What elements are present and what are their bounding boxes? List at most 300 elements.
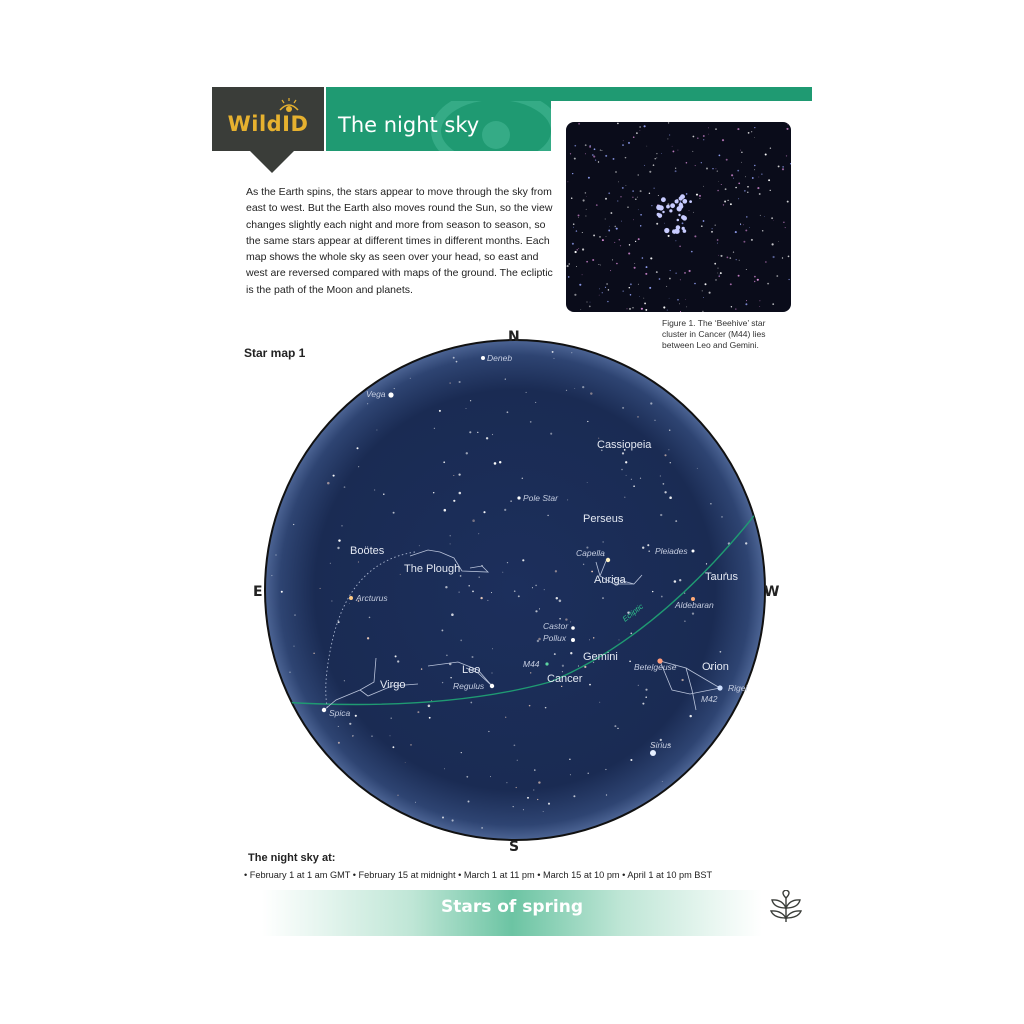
constellation-label-gemini: Gemini bbox=[583, 651, 618, 663]
background-star bbox=[479, 577, 480, 578]
star-label-spica: Spica bbox=[329, 708, 351, 718]
background-star bbox=[294, 646, 295, 647]
background-star bbox=[535, 585, 537, 587]
photo-star bbox=[699, 198, 700, 199]
photo-star bbox=[746, 269, 747, 270]
background-star bbox=[428, 705, 431, 708]
photo-star bbox=[568, 276, 570, 278]
photo-star bbox=[733, 178, 734, 179]
background-star bbox=[663, 483, 665, 485]
photo-star bbox=[663, 306, 665, 308]
photo-star bbox=[773, 220, 774, 221]
photo-star bbox=[786, 128, 788, 130]
background-star bbox=[433, 492, 434, 493]
photo-star bbox=[718, 255, 719, 256]
background-star bbox=[622, 452, 624, 454]
background-star bbox=[625, 461, 627, 463]
photo-star bbox=[656, 223, 658, 225]
background-star bbox=[745, 542, 747, 544]
background-star bbox=[355, 715, 357, 717]
photo-star bbox=[724, 201, 726, 203]
photo-star bbox=[638, 209, 639, 210]
photo-star bbox=[717, 170, 718, 171]
cluster-star bbox=[679, 203, 683, 207]
photo-star bbox=[679, 303, 680, 304]
photo-star bbox=[701, 225, 703, 227]
background-star bbox=[443, 461, 445, 463]
star-label-pleiades: Pleiades bbox=[655, 546, 688, 556]
background-star bbox=[538, 781, 540, 783]
background-star bbox=[376, 429, 377, 430]
background-star bbox=[660, 476, 661, 477]
background-star bbox=[554, 653, 556, 655]
photo-star bbox=[608, 289, 610, 291]
background-star bbox=[543, 811, 544, 812]
photo-star bbox=[621, 221, 622, 222]
background-star bbox=[469, 431, 471, 433]
photo-star bbox=[645, 309, 647, 311]
background-star bbox=[614, 725, 616, 727]
background-star bbox=[397, 794, 399, 796]
photo-star bbox=[567, 181, 568, 182]
background-star bbox=[587, 421, 588, 422]
background-star bbox=[606, 794, 607, 795]
background-star bbox=[394, 388, 395, 389]
photo-star bbox=[757, 279, 759, 281]
background-star bbox=[545, 707, 547, 709]
background-star bbox=[421, 668, 422, 669]
background-star bbox=[510, 500, 511, 501]
background-star bbox=[374, 490, 375, 491]
photo-star bbox=[783, 222, 784, 223]
photo-star bbox=[743, 241, 745, 243]
photo-star bbox=[576, 249, 577, 250]
background-star bbox=[441, 629, 443, 631]
photo-star bbox=[602, 292, 603, 293]
photo-star bbox=[593, 234, 595, 236]
background-star bbox=[559, 618, 561, 620]
photo-star bbox=[639, 296, 640, 297]
star-label-pole-star: Pole Star bbox=[523, 493, 558, 503]
background-star bbox=[534, 769, 535, 770]
background-star bbox=[271, 575, 272, 576]
photo-star bbox=[578, 248, 579, 249]
photo-star bbox=[703, 135, 705, 137]
photo-star bbox=[613, 158, 615, 160]
photo-star bbox=[570, 153, 571, 154]
photo-star bbox=[727, 200, 728, 201]
photo-star bbox=[622, 144, 624, 146]
photo-star bbox=[600, 265, 601, 266]
background-star bbox=[369, 617, 371, 619]
background-star bbox=[358, 466, 359, 467]
page-title: The night sky bbox=[338, 113, 480, 137]
figure-caption: Figure 1. The ‘Beehive’ star cluster in Cancer (M44) lies between Leo and Gemini. bbox=[662, 318, 766, 350]
background-star bbox=[349, 603, 350, 604]
background-star bbox=[390, 735, 391, 736]
photo-star bbox=[677, 150, 678, 151]
photo-star bbox=[787, 124, 788, 125]
photo-star bbox=[689, 270, 691, 272]
photo-star bbox=[745, 303, 747, 305]
photo-star bbox=[640, 225, 641, 226]
photo-star bbox=[667, 310, 668, 311]
photo-star bbox=[569, 263, 570, 264]
photo-star bbox=[731, 174, 733, 176]
background-star bbox=[589, 684, 591, 686]
cluster-star bbox=[658, 205, 663, 210]
photo-star bbox=[736, 259, 737, 260]
photo-star bbox=[735, 308, 736, 309]
star-map-title: Star map 1 bbox=[244, 346, 306, 360]
background-star bbox=[647, 544, 649, 546]
background-star bbox=[630, 759, 632, 761]
background-star bbox=[450, 543, 451, 544]
photo-star bbox=[782, 168, 784, 170]
background-star bbox=[605, 769, 606, 770]
photo-star bbox=[744, 190, 745, 191]
photo-star bbox=[754, 137, 755, 138]
background-star bbox=[697, 468, 698, 469]
photo-star bbox=[617, 123, 619, 125]
background-star bbox=[444, 768, 445, 769]
photo-star bbox=[706, 168, 708, 170]
background-star bbox=[618, 639, 619, 640]
background-star bbox=[652, 591, 653, 592]
photo-star bbox=[719, 155, 721, 157]
cluster-star bbox=[670, 203, 675, 208]
photo-star bbox=[697, 137, 699, 139]
photo-star bbox=[675, 273, 676, 274]
photo-star bbox=[590, 302, 591, 303]
background-star bbox=[537, 640, 539, 642]
photo-star bbox=[606, 283, 608, 285]
photo-star bbox=[573, 223, 575, 225]
photo-star bbox=[718, 181, 719, 182]
photo-star bbox=[675, 240, 676, 241]
photo-star bbox=[601, 150, 602, 151]
photo-star bbox=[684, 272, 686, 274]
photo-star bbox=[650, 257, 652, 259]
photo-star bbox=[754, 165, 755, 166]
photo-star bbox=[635, 198, 637, 200]
photo-star bbox=[773, 256, 775, 258]
photo-star bbox=[614, 226, 616, 228]
photo-star bbox=[711, 231, 713, 233]
photo-star bbox=[649, 193, 650, 194]
background-star bbox=[626, 475, 627, 476]
background-star bbox=[507, 411, 509, 413]
background-star bbox=[395, 655, 397, 657]
background-star bbox=[450, 535, 451, 536]
photo-star bbox=[669, 298, 670, 299]
photo-star bbox=[599, 289, 600, 290]
background-star bbox=[514, 744, 516, 746]
background-star bbox=[621, 469, 623, 471]
photo-star bbox=[685, 299, 686, 300]
background-star bbox=[490, 776, 491, 777]
photo-star bbox=[666, 286, 667, 287]
photo-star bbox=[679, 245, 681, 247]
photo-star bbox=[668, 122, 669, 123]
background-star bbox=[453, 357, 455, 359]
photo-star bbox=[582, 274, 583, 275]
background-star bbox=[289, 672, 290, 673]
background-star bbox=[344, 680, 345, 681]
constellation-label-cassiopeia: Cassiopeia bbox=[597, 439, 652, 451]
cluster-star bbox=[682, 216, 687, 221]
photo-star bbox=[596, 204, 598, 206]
photo-star bbox=[629, 308, 631, 310]
photo-star bbox=[778, 241, 779, 242]
photo-star bbox=[712, 168, 713, 169]
photo-star bbox=[628, 252, 630, 254]
star-label-m42: M42 bbox=[701, 694, 718, 704]
background-star bbox=[352, 735, 353, 736]
photo-star bbox=[719, 276, 720, 277]
photo-star bbox=[675, 170, 677, 172]
photo-star bbox=[741, 162, 742, 163]
photo-star bbox=[740, 224, 741, 225]
background-star bbox=[470, 702, 472, 704]
cluster-star bbox=[682, 199, 687, 204]
background-star bbox=[599, 702, 600, 703]
photo-star bbox=[576, 266, 577, 267]
background-star bbox=[532, 587, 533, 588]
background-star bbox=[338, 539, 340, 541]
photo-star bbox=[770, 190, 771, 191]
photo-star bbox=[637, 197, 638, 198]
photo-star bbox=[625, 157, 627, 159]
photo-star bbox=[599, 295, 600, 296]
photo-star bbox=[612, 259, 613, 260]
background-star bbox=[439, 410, 441, 412]
background-star bbox=[535, 610, 537, 612]
background-star bbox=[514, 590, 516, 592]
star-label-arcturus: Arcturus bbox=[356, 593, 388, 603]
photo-star bbox=[737, 128, 739, 130]
photo-star bbox=[751, 131, 752, 132]
background-star bbox=[570, 774, 571, 775]
background-star bbox=[344, 486, 346, 488]
star-label-regulus: Regulus bbox=[453, 681, 485, 691]
background-star bbox=[602, 597, 603, 598]
background-star bbox=[640, 478, 641, 479]
background-star bbox=[668, 449, 669, 450]
photo-star bbox=[585, 192, 587, 194]
photo-star bbox=[721, 184, 722, 185]
background-star bbox=[526, 392, 527, 393]
photo-star bbox=[656, 153, 657, 154]
photo-star bbox=[578, 123, 580, 125]
background-star bbox=[330, 563, 331, 564]
background-star bbox=[507, 562, 508, 563]
photo-star bbox=[754, 281, 755, 282]
photo-star bbox=[642, 257, 644, 259]
background-star bbox=[662, 781, 663, 782]
background-star bbox=[669, 430, 670, 431]
photo-star bbox=[587, 302, 588, 303]
background-star bbox=[481, 827, 483, 829]
background-star bbox=[530, 421, 532, 423]
background-star bbox=[294, 615, 295, 616]
photo-star bbox=[790, 163, 791, 164]
background-star bbox=[483, 511, 485, 513]
photo-star bbox=[759, 306, 760, 307]
photo-star bbox=[782, 166, 783, 167]
photo-star bbox=[585, 215, 586, 216]
photo-star bbox=[605, 198, 607, 200]
photo-star bbox=[607, 301, 608, 302]
background-star bbox=[338, 742, 340, 744]
background-star bbox=[633, 485, 635, 487]
photo-star bbox=[709, 292, 711, 294]
background-star bbox=[491, 672, 492, 673]
photo-star bbox=[701, 162, 702, 163]
background-star bbox=[550, 433, 552, 435]
background-star bbox=[555, 570, 557, 572]
photo-star bbox=[645, 273, 647, 275]
photo-star bbox=[772, 303, 774, 305]
photo-star bbox=[664, 223, 665, 224]
photo-star bbox=[583, 199, 585, 201]
star-label-deneb: Deneb bbox=[487, 353, 513, 363]
photo-star bbox=[574, 145, 576, 147]
photo-star bbox=[594, 148, 596, 150]
background-star bbox=[721, 516, 723, 518]
photo-star bbox=[782, 257, 783, 258]
background-star bbox=[539, 608, 540, 609]
background-star bbox=[397, 660, 399, 662]
background-star bbox=[642, 547, 644, 549]
background-star bbox=[410, 744, 411, 745]
photo-star bbox=[629, 287, 630, 288]
photo-star bbox=[767, 283, 769, 285]
background-star bbox=[358, 561, 359, 562]
photo-star bbox=[726, 159, 728, 161]
photo-star bbox=[703, 297, 704, 298]
background-star bbox=[669, 496, 672, 499]
photo-star bbox=[649, 171, 651, 173]
photo-star bbox=[627, 207, 628, 208]
background-star bbox=[337, 547, 339, 549]
photo-star bbox=[639, 126, 640, 127]
photo-star bbox=[712, 228, 713, 229]
photo-star bbox=[702, 290, 703, 291]
photo-star bbox=[632, 307, 633, 308]
background-star bbox=[492, 434, 493, 435]
background-star bbox=[466, 452, 468, 454]
background-star bbox=[645, 696, 647, 698]
photo-star bbox=[636, 132, 638, 134]
background-star bbox=[415, 802, 416, 803]
background-star bbox=[556, 597, 558, 599]
ecliptic-label: Ecliptic bbox=[620, 601, 645, 624]
photo-star bbox=[785, 227, 786, 228]
photo-star bbox=[686, 162, 688, 164]
photo-star bbox=[627, 308, 628, 309]
photo-star bbox=[630, 294, 632, 296]
star-label-castor: Castor bbox=[543, 621, 569, 631]
background-star bbox=[522, 559, 524, 561]
photo-star bbox=[634, 267, 636, 269]
photo-star bbox=[646, 266, 648, 268]
beehive-cluster-photo bbox=[566, 122, 791, 312]
background-star bbox=[689, 715, 691, 717]
background-star bbox=[648, 550, 650, 552]
background-star bbox=[494, 462, 497, 465]
photo-star bbox=[757, 187, 759, 189]
background-star bbox=[548, 803, 550, 805]
photo-star bbox=[760, 215, 761, 216]
background-star bbox=[674, 580, 677, 583]
photo-star bbox=[632, 197, 633, 198]
photo-star bbox=[667, 138, 668, 139]
sky-disc bbox=[265, 340, 765, 840]
photo-star bbox=[708, 128, 709, 129]
background-star bbox=[573, 795, 575, 797]
photo-star bbox=[725, 188, 727, 190]
background-star bbox=[466, 776, 468, 778]
background-star bbox=[281, 591, 283, 593]
background-star bbox=[488, 731, 489, 732]
photo-star bbox=[668, 235, 670, 237]
cluster-star bbox=[689, 200, 692, 203]
photo-star bbox=[694, 235, 696, 237]
background-star bbox=[478, 533, 479, 534]
photo-star bbox=[622, 290, 624, 292]
photo-star bbox=[580, 309, 581, 310]
photo-star bbox=[677, 299, 679, 301]
photo-star bbox=[788, 279, 789, 280]
photo-star bbox=[614, 242, 615, 243]
star-label-rigel: Rigel bbox=[728, 683, 748, 693]
photo-star bbox=[619, 239, 620, 240]
background-star bbox=[459, 381, 461, 383]
photo-star bbox=[592, 259, 594, 261]
photo-star bbox=[702, 311, 703, 312]
photo-star bbox=[622, 187, 624, 189]
star-map bbox=[250, 322, 780, 862]
photo-star bbox=[747, 186, 749, 188]
background-star bbox=[706, 563, 707, 564]
photo-star bbox=[620, 196, 621, 197]
photo-star bbox=[717, 190, 719, 192]
background-star bbox=[468, 801, 470, 803]
photo-star bbox=[693, 136, 695, 138]
background-star bbox=[630, 633, 632, 635]
photo-star bbox=[682, 222, 684, 224]
photo-star bbox=[746, 216, 748, 218]
photo-star bbox=[595, 159, 596, 160]
cluster-star bbox=[664, 228, 669, 233]
background-star bbox=[450, 677, 451, 678]
photo-star bbox=[691, 251, 693, 253]
photo-star bbox=[735, 187, 737, 189]
background-star bbox=[419, 545, 420, 546]
photo-star bbox=[589, 306, 591, 308]
background-star bbox=[492, 648, 493, 649]
photo-star bbox=[638, 284, 639, 285]
background-star bbox=[453, 500, 455, 502]
photo-star bbox=[754, 127, 755, 128]
background-star bbox=[466, 408, 467, 409]
photo-star bbox=[620, 245, 621, 246]
photo-star bbox=[629, 244, 630, 245]
background-star bbox=[535, 402, 536, 403]
photo-star bbox=[602, 239, 604, 241]
photo-star bbox=[727, 257, 729, 259]
